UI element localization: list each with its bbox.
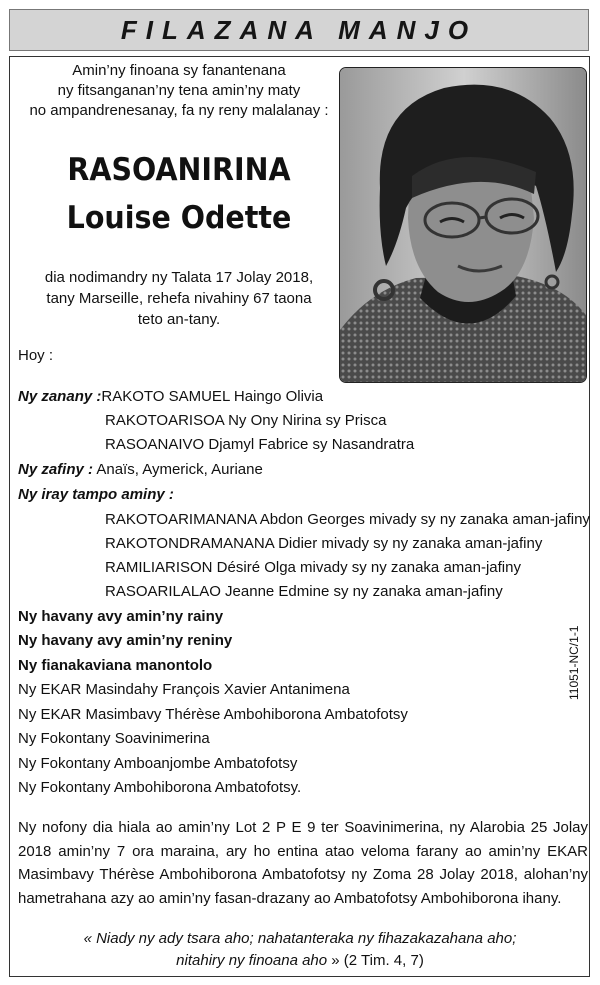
bible-quote bbox=[14, 928, 586, 972]
iray-tampo-name: RASOARILALAO Jeanne Edmine sy ny zanaka aman-jafiny bbox=[105, 583, 503, 600]
quote-citation: » (2 Tim. 4, 7) bbox=[331, 952, 424, 969]
deceased-given-names: Louise Odette bbox=[66, 200, 292, 236]
community-line: Ny Fokontany Ambohiborona Ambatofotsy. bbox=[18, 779, 302, 796]
iray-tampo-label: Ny iray tampo aminy : bbox=[18, 486, 174, 503]
deceased-surname: RASOANIRINA bbox=[67, 152, 291, 188]
death-notice bbox=[14, 267, 344, 330]
deceased-portrait-photo bbox=[339, 67, 587, 383]
zafiny-label: Ny zafiny : bbox=[18, 461, 94, 478]
quote-line: « Niady ny ady tsara aho; nahatanteraka ny fihazakazahana aho; bbox=[83, 930, 517, 947]
intro-line: no ampandrenesanay, fa ny reny malalanay : bbox=[29, 102, 329, 119]
quote-line-2 bbox=[14, 950, 586, 972]
iray-tampo-name: RAKOTONDRAMANANA Didier mivady sy ny zanaka aman-jafiny bbox=[105, 535, 543, 552]
deceased-name bbox=[27, 146, 331, 242]
header-banner bbox=[9, 9, 589, 51]
zanany-label: Ny zanany : bbox=[18, 388, 102, 405]
zanany-name: RASOANAIVO Djamyl Fabrice sy Nasandratra bbox=[105, 436, 415, 453]
reference-code: 11051-NC/1-1 bbox=[567, 625, 581, 700]
quote-line: nitahiry ny finoana aho bbox=[176, 952, 328, 969]
community-line: Ny EKAR Masimbavy Thérèse Ambohiborona Ambatofotsy bbox=[18, 706, 408, 723]
family-line: Ny havany avy amin’ny rainy bbox=[18, 608, 224, 625]
family-line: Ny havany avy amin’ny reniny bbox=[18, 632, 233, 649]
hoy-label: Hoy : bbox=[18, 347, 54, 364]
family-line: Ny fianakaviana manontolo bbox=[18, 657, 213, 674]
notice-title: FILAZANA MANJO bbox=[120, 14, 478, 45]
intro-text bbox=[14, 61, 344, 121]
death-line: tany Marseille, rehefa nivahiny 67 taona bbox=[46, 290, 312, 307]
death-line: dia nodimandry ny Talata 17 Jolay 2018, bbox=[44, 269, 314, 286]
intro-line: ny fitsanganan’ny tena amin’ny maty bbox=[57, 82, 301, 99]
death-line: teto an-tany. bbox=[137, 311, 221, 328]
community-line: Ny EKAR Masindahy François Xavier Antanimena bbox=[18, 681, 350, 698]
iray-tampo-name: RAMILIARISON Désiré Olga mivady sy ny zanaka aman-jafiny bbox=[105, 559, 521, 576]
zanany-name: RAKOTOARISOA Ny Ony Nirina sy Prisca bbox=[105, 412, 387, 429]
community-line: Ny Fokontany Soavinimerina bbox=[18, 730, 210, 747]
zafiny-row bbox=[18, 460, 263, 480]
zanany-row bbox=[18, 387, 323, 407]
intro-line: Amin’ny finoana sy fanantenana bbox=[72, 62, 286, 79]
community-line: Ny Fokontany Amboanjombe Ambatofotsy bbox=[18, 755, 298, 772]
iray-tampo-name: RAKOTOARIMANANA Abdon Georges mivady sy ny zanaka aman-jafiny bbox=[105, 511, 590, 528]
zanany-name: RAKOTO SAMUEL Haingo Olivia bbox=[101, 388, 324, 405]
zafiny-names: Anaïs, Aymerick, Auriane bbox=[96, 461, 263, 478]
funeral-paragraph: Ny nofony dia hiala ao amin’ny Lot 2 P E 9 ter Soavinimerina, ny Alarobia 25 Jolay 2018 amin’ny 7 ora maraina, ary ho entina atao veloma farany ao amin’ny EKAR Masimbavy Thérèse Ambohiborona Ambatofotsy ny Zoma 28 Jolay 2018, alohan’ny hametrahana azy ao amin’ny fasan-drazany ao Ambatofotsy Ambohiborona ihany. bbox=[18, 819, 588, 907]
